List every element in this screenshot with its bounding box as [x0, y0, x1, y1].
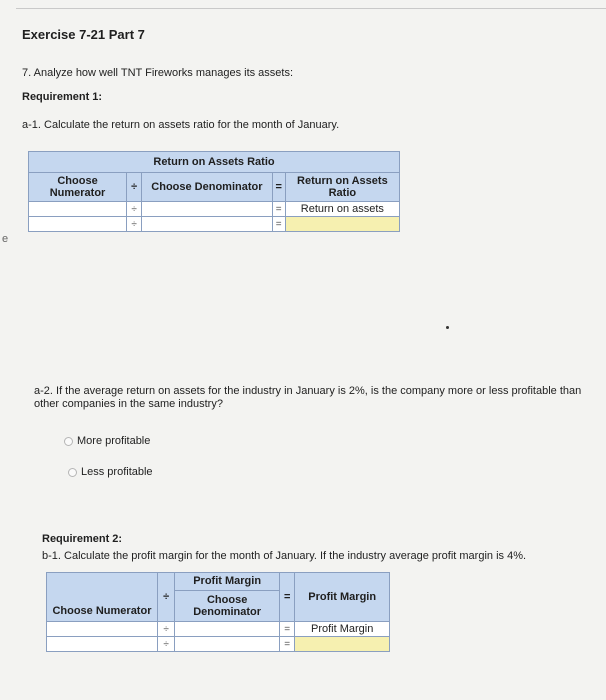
option-less-profitable[interactable] — [68, 466, 153, 478]
radio-button-more[interactable] — [64, 437, 73, 446]
roa-equals-symbol-row2: = — [272, 217, 285, 232]
pm-denominator-input-2[interactable] — [175, 637, 280, 652]
option-less-label: Less profitable — [81, 466, 153, 478]
roa-denominator-select-1[interactable] — [142, 202, 272, 217]
pm-equals-symbol-row2: = — [280, 637, 295, 652]
pm-denominator-header: Choose Denominator — [175, 590, 280, 622]
stray-dot — [446, 326, 449, 329]
page-title: Exercise 7-21 Part 7 — [22, 27, 145, 42]
pm-numerator-header: Choose Numerator — [47, 573, 158, 622]
option-more-label: More profitable — [77, 435, 151, 447]
roa-table — [28, 151, 400, 232]
roa-result-label: Return on assets — [285, 202, 399, 217]
b1-instruction: b-1. Calculate the profit margin for the month of January. If the industry average profit margin is 4%. — [42, 550, 527, 562]
pm-result-input[interactable] — [295, 637, 390, 652]
roa-equals-symbol: = — [272, 173, 285, 202]
pm-result-label: Profit Margin — [295, 622, 390, 637]
roa-numerator-select-1[interactable] — [29, 202, 127, 217]
a1-instruction: a-1. Calculate the return on assets ratio for the month of January. — [22, 119, 340, 131]
roa-numerator-header: Choose Numerator — [29, 173, 127, 202]
pm-equals-symbol: = — [280, 573, 295, 622]
pm-numerator-select-1[interactable] — [47, 622, 158, 637]
radio-button-less[interactable] — [68, 468, 77, 477]
pm-numerator-input-2[interactable] — [47, 637, 158, 652]
roa-denominator-input-2[interactable] — [142, 217, 272, 232]
roa-result-input[interactable] — [285, 217, 399, 232]
pm-table-title: Profit Margin — [175, 573, 280, 591]
roa-numerator-input-2[interactable] — [29, 217, 127, 232]
pm-divide-symbol-row2: ÷ — [157, 637, 174, 652]
requirement-1-heading: Requirement 1: — [22, 91, 103, 103]
pm-table — [46, 572, 390, 652]
roa-table-title: Return on Assets Ratio — [29, 152, 400, 173]
requirement-2-heading: Requirement 2: — [42, 533, 123, 545]
option-more-profitable[interactable] — [64, 435, 150, 447]
roa-result-header: Return on Assets Ratio — [285, 173, 399, 202]
pm-divide-symbol: ÷ — [157, 573, 174, 622]
edge-character: e — [2, 233, 9, 245]
roa-divide-symbol-row2: ÷ — [127, 217, 142, 232]
a2-question: a-2. If the average return on assets for the industry in January is 2%, is the company more or less profitable than other companies in the same industry? — [34, 385, 582, 410]
pm-denominator-select-1[interactable] — [175, 622, 280, 637]
roa-equals-symbol-row1: = — [272, 202, 285, 217]
pm-result-header: Profit Margin — [295, 573, 390, 622]
roa-divide-symbol-row1: ÷ — [127, 202, 142, 217]
pm-divide-symbol-row1: ÷ — [157, 622, 174, 637]
roa-divide-symbol: ÷ — [127, 173, 142, 202]
pm-equals-symbol-row1: = — [280, 622, 295, 637]
top-divider — [16, 8, 606, 9]
question-text: 7. Analyze how well TNT Fireworks manages its assets: — [22, 67, 294, 79]
roa-denominator-header: Choose Denominator — [142, 173, 272, 202]
